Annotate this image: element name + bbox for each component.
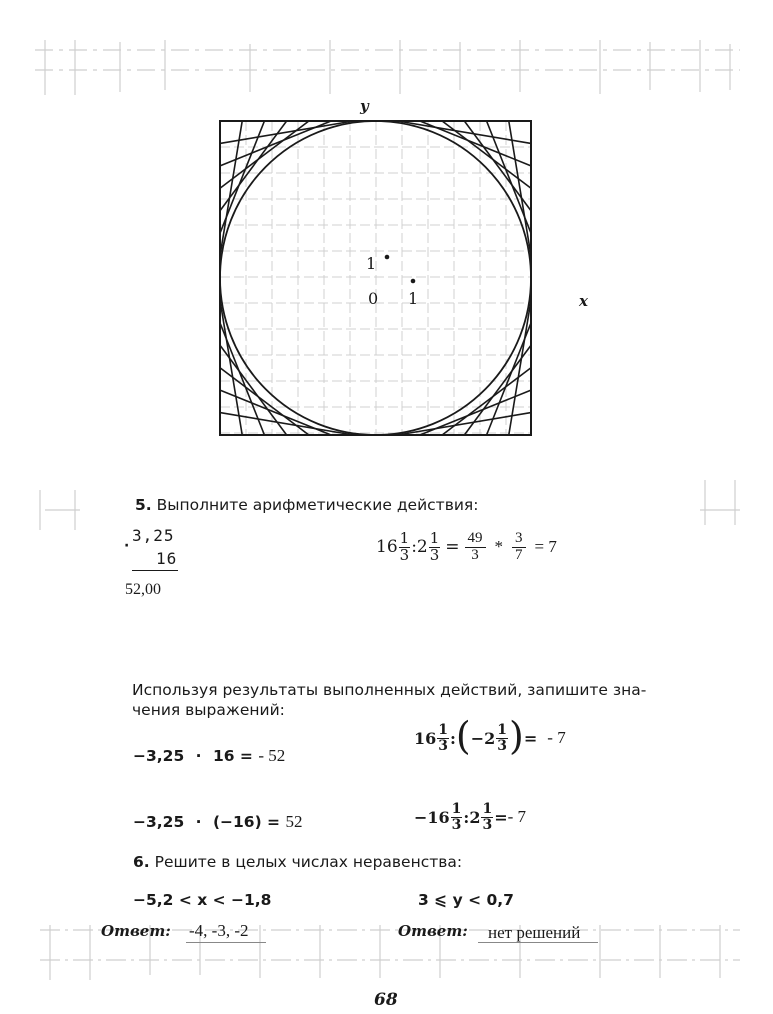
div-improper2: $\frac{3}{7}$ (512, 531, 526, 564)
axis-x-label: x (579, 292, 588, 310)
page-number: 68 (374, 990, 398, 1010)
task6-text: Решите в целых числах неравенства: (154, 853, 463, 871)
expr2-frac2: $\frac{1}{3}$ (497, 721, 508, 754)
expr4-eq: = (494, 807, 508, 827)
column-result: 52,00 (125, 581, 161, 598)
column-mult-sign: · (124, 538, 130, 554)
point-x1 (411, 279, 416, 284)
div-frac2: $\frac{1}{3}$ (429, 529, 440, 564)
use-results-text (132, 680, 646, 720)
expr3-left: −3,25 (133, 813, 185, 831)
column-top: 3,25 (132, 526, 175, 545)
div-star: * (494, 537, 504, 557)
expr4-frac2: $\frac{1}{3}$ (482, 801, 493, 833)
expr4 (414, 802, 526, 832)
answer-label-2: Ответ: (398, 922, 468, 940)
div-frac1: $\frac{1}{3}$ (399, 529, 410, 564)
div-whole2: 2 (416, 537, 428, 558)
task6-number: 6. (133, 853, 150, 871)
expr1-right: 16 = (212, 747, 253, 765)
expr4-whole1: −16 (414, 807, 450, 827)
expr2-eq: = (523, 728, 538, 748)
label-one-x: 1 (408, 289, 419, 308)
column-line (132, 570, 178, 571)
expr2-whole2: −2 (470, 728, 496, 748)
point-y1 (385, 255, 390, 260)
div-improper1: $\frac{49}{3}$ (465, 531, 486, 564)
expr1-answer: - 52 (258, 746, 286, 765)
task6-heading (133, 853, 462, 871)
use-results-line1: Используя результаты выполненных действий, запишите зна- (132, 681, 647, 699)
axis-y-label: y (360, 97, 369, 115)
expr2-frac1: $\frac{1}{3}$ (438, 721, 449, 754)
expr4-whole2: 2 (469, 807, 481, 827)
answer-1: -4, -3, -2 (189, 921, 249, 940)
task5-text: Выполните арифметические действия: (156, 496, 479, 514)
answer-label-1: Ответ: (101, 922, 171, 940)
expr2-whole1: 16 (414, 728, 437, 748)
expr3-answer: 52 (285, 812, 303, 831)
task5-number: 5. (135, 496, 152, 514)
label-one-y: 1 (366, 254, 377, 273)
expr3 (133, 812, 302, 832)
expr2-colon: : (450, 728, 456, 748)
column-multiplication (120, 526, 190, 606)
expr4-frac1: $\frac{1}{3}$ (451, 801, 462, 833)
division-expression (376, 531, 557, 564)
expr3-right: (−16) = (212, 813, 281, 831)
div-whole1: 16 (376, 537, 398, 558)
inequality-1: −5,2 < x < −1,8 (133, 891, 272, 909)
div-result: = 7 (534, 537, 557, 557)
answer-2-line (478, 942, 598, 943)
expr1-dot: · (195, 747, 202, 765)
expr2 (414, 714, 566, 758)
use-results-line2: чения выражений: (132, 701, 285, 719)
task5-heading (135, 496, 478, 514)
expr3-dot: · (195, 813, 202, 831)
envelope-figure (0, 0, 773, 460)
expr2-rparen: ) (509, 714, 524, 758)
column-bottom: 16 (156, 549, 178, 568)
label-zero: 0 (368, 289, 379, 308)
answer-2: нет решений (488, 923, 581, 942)
expr4-answer: - 7 (507, 807, 527, 827)
div-eq: = (445, 537, 460, 558)
expr2-lparen: ( (455, 714, 471, 758)
expr2-answer: - 7 (547, 728, 566, 747)
expr4-colon: : (463, 807, 470, 827)
figure-grid (220, 121, 531, 435)
inequality-2: 3 ⩽ y < 0,7 (418, 891, 514, 909)
answer-1-line (186, 942, 266, 943)
expr1-left: −3,25 (133, 747, 185, 765)
div-colon: : (411, 537, 417, 558)
expr1 (133, 746, 285, 766)
